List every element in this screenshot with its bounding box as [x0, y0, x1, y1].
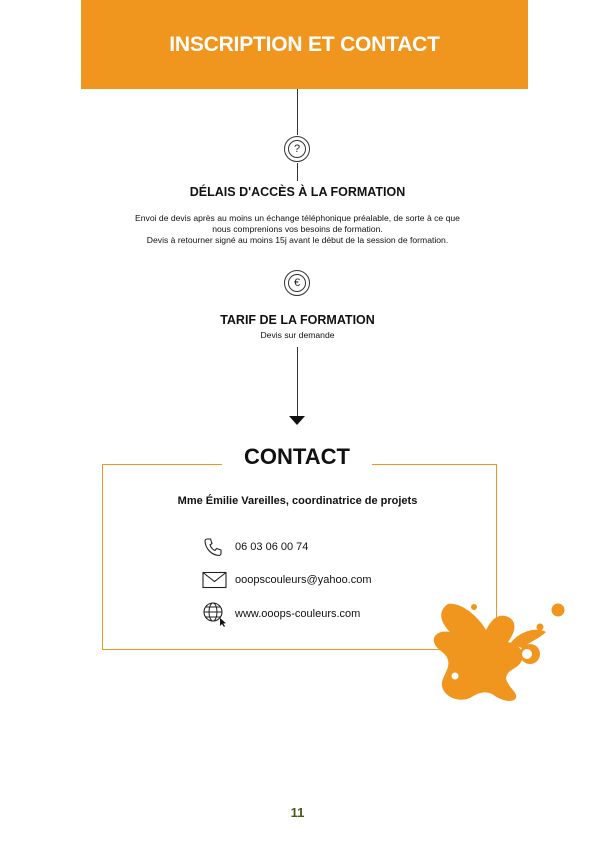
mail-icon [202, 569, 230, 591]
euro-icon: € [284, 270, 310, 296]
page-number: 11 [290, 805, 305, 820]
contact-heading [222, 444, 372, 474]
question-icon: ? [284, 136, 310, 162]
phone-row [202, 536, 308, 558]
access-title: DÉLAIS D'ACCÈS À LA FORMATION [189, 185, 406, 199]
header-banner [81, 0, 528, 89]
flow-line-after-question [297, 163, 298, 181]
access-description [100, 213, 495, 246]
phone-icon [202, 536, 230, 558]
contact-person: Mme Émilie Vareilles, coordinatrice de projets [177, 495, 418, 507]
access-line: Envoi de devis après au moins un échange téléphonique préalable, de sorte à ce que [135, 213, 460, 223]
globe-icon [202, 603, 230, 625]
website-row [202, 603, 360, 625]
paint-splash [426, 598, 576, 708]
price-title: TARIF DE LA FORMATION [220, 313, 375, 327]
contact-title: CONTACT [244, 444, 350, 469]
website-url[interactable]: www.ooops-couleurs.com [235, 608, 361, 620]
arrow-down-icon [289, 416, 305, 425]
flow-line-after-price [297, 347, 298, 417]
email-row [202, 569, 372, 591]
phone-number[interactable]: 06 03 06 00 74 [235, 541, 309, 553]
flow-line-top [297, 89, 298, 135]
email-address[interactable]: ooopscouleurs@yahoo.com [235, 574, 372, 586]
price-subtitle: Devis sur demande [260, 330, 335, 340]
access-line: nous comprenions vos besoins de formation. [212, 224, 383, 234]
page-title: INSCRIPTION ET CONTACT [169, 33, 440, 56]
access-line: Devis à retourner signé au moins 15j avant le début de la session de formation. [146, 235, 449, 245]
